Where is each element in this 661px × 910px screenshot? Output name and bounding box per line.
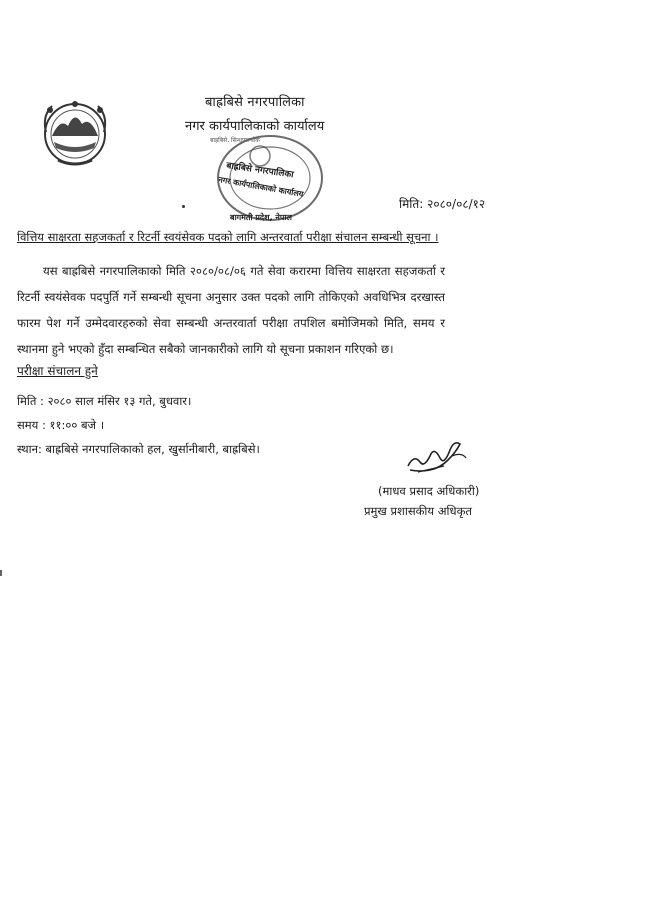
exam-date: मिति : २०८० साल मंसिर १३ गते, बुधवार। [17,394,192,408]
signatory-title: प्रमुख प्रशासकीय अधिकृत [364,504,472,518]
office-name: नगर कार्यपालिकाको कार्यालय [185,119,325,134]
signatory-name: (माधव प्रसाद अधिकारी) [378,484,480,498]
exam-time: समय : ११:०० बजे । [17,418,105,432]
nepal-emblem-icon [38,96,112,170]
exam-venue: स्थान: बाह्रबिसे नगरपालिकाको हल, खुर्सानीबारी, बाह्रबिसे। [17,442,260,456]
notice-body: यस बाह्रबिसे नगरपालिकाको मिति २०८०/०८/०६ गते सेवा करारमा वित्तिय साक्षरता सहजकर्ता र रिटर्नी स्वयंसेवक पदपुर्ति गर्ने सम्बन्धी सूचना अनुसार उक्त पदको लागि तोकिएको अवधिभित्र दरखास्त फारम पेश गर्ने उम्मेदवारहरुको सेवा सम्बन्धी अन्तरवार्ता परीक्षा तपशिल बमोजिमको मिति, समय र स्थानमा हुने भएको हुँदा सम्बन्धित सबैको जानकारीको लागि यो सूचना प्रकाशन गरिएको छ। [17,264,445,356]
stamp-line-4: बागमती प्रदेश, नेपाल [230,213,292,222]
scan-edge-mark [0,570,2,576]
stamp-line-2: नगर कार्यपालिकाको कार्यालय [217,175,305,199]
notice-date: मिति: २०८०/०८/१२ [399,197,486,211]
stamp-line-1: बाह्रबिसे नगरपालिका [225,161,295,181]
handwritten-signature [400,436,470,476]
notice-subject: वित्तिय साक्षरता सहजकर्ता र रिटर्नी स्वयंसेवक पदको लागि अन्तरवार्ता परीक्षा संचालन सम्बन्धी सूचना । [17,230,439,244]
stamp-address-line: बाह्रबिसे, सिन्धुपाल्चोक [210,137,260,144]
section-title: परीक्षा संचालन हुने [17,364,98,378]
ink-mark [182,205,185,208]
municipality-name: बाह्रबिसे नगरपालिका [205,95,305,110]
office-stamp [200,130,330,225]
